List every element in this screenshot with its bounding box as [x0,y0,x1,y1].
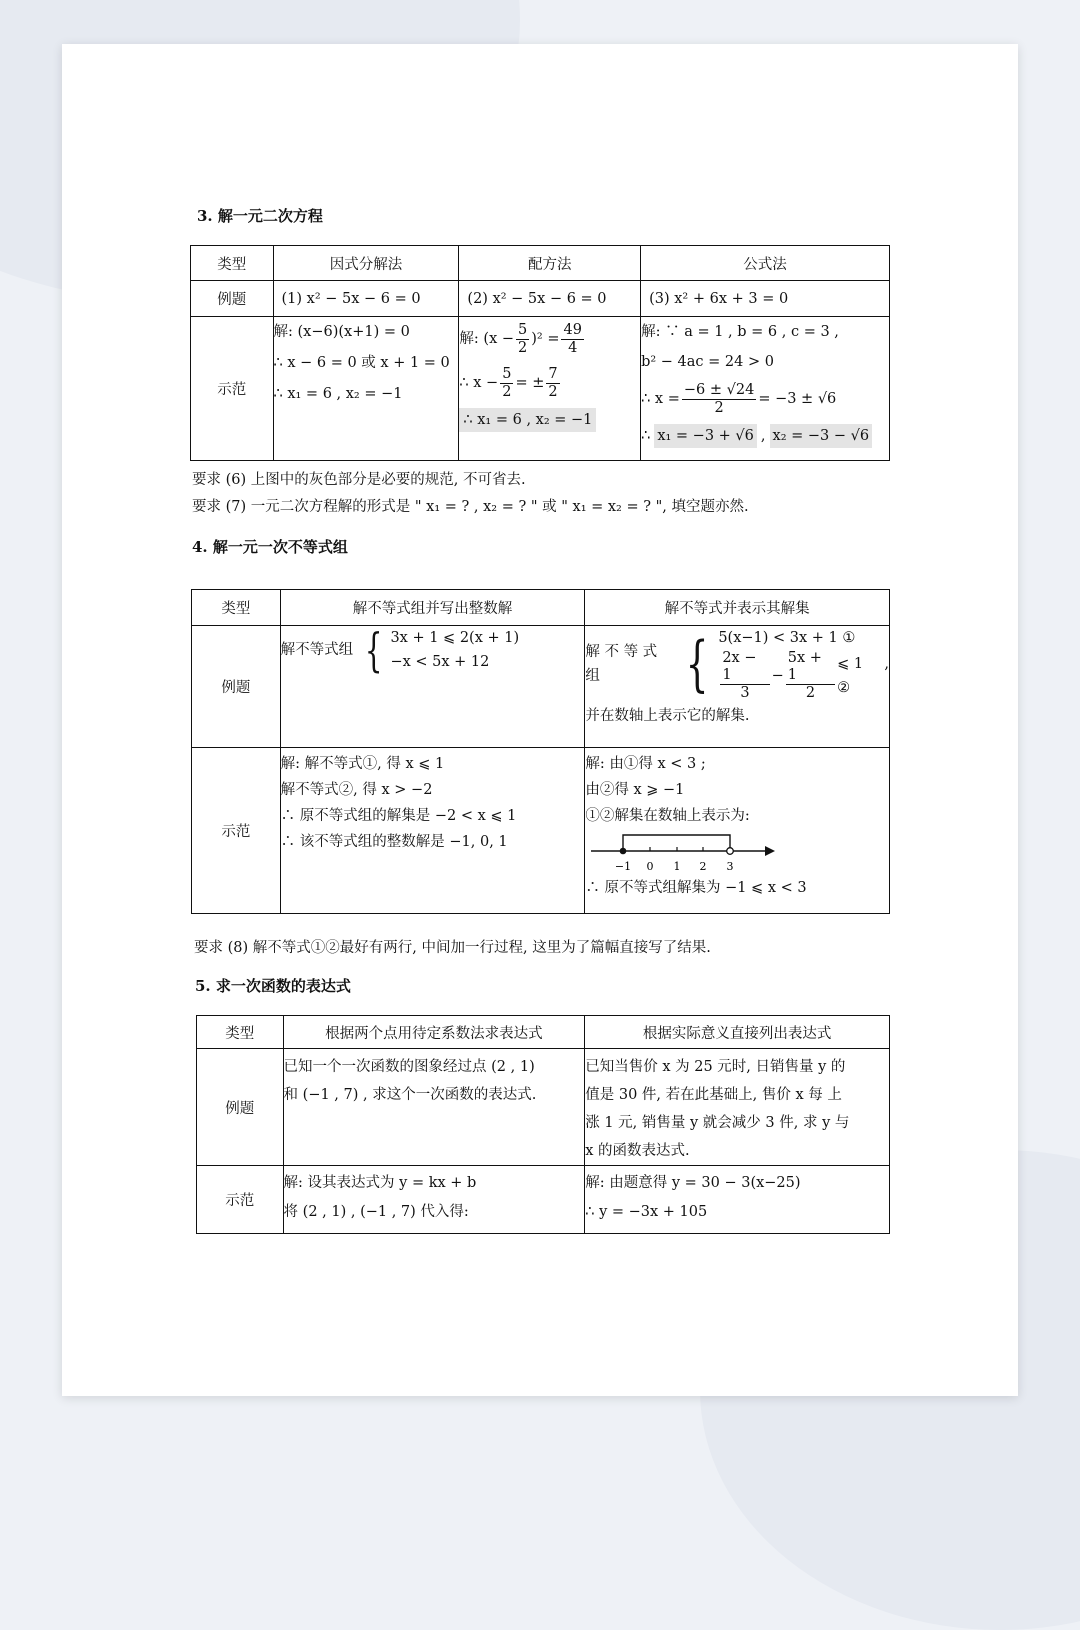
demo-line: ∴ y = −3x + 105 [585,1204,708,1220]
demo-line: 和 (−1 , 7) , 求这个一次函数的表达式. [283,1087,537,1103]
numerator: −6 ± √24 [683,381,755,398]
section-3-title: 3. 解一元二次方程 [197,207,323,225]
section-5-title: 5. 求一次函数的表达式 [195,977,351,995]
fraction [516,322,529,357]
fraction [682,382,756,417]
required-answer-form: ∴ x₁ = 6 , x₂ = −1 [459,408,596,432]
header-solution-set: 解不等式并表示其解集 [585,590,890,626]
header-completing-square: 配方法 [459,246,641,281]
demo-integer-solutions [280,748,585,914]
required-answer-form: x₁ = −3 + √6 [654,424,757,448]
demo-line: 已知当售价 x 为 25 元时, 日销售量 y 的 [585,1059,846,1075]
denominator: 4 [568,339,578,356]
numerator: 5x + 1 [786,650,835,685]
fraction [720,650,769,702]
brace-symbol: { [685,629,709,699]
open-endpoint [727,848,734,855]
demo-two-points [283,1166,585,1234]
demo-formula [641,317,890,461]
numerator: 49 [563,321,582,338]
demo-line: b² − 4ac = 24 > 0 [641,354,774,370]
header-practical-meaning: 根据实际意义直接列出表达式 [585,1016,890,1049]
text: ⩽ 1 ② [837,656,864,696]
demo-line: x 的函数表达式. [585,1143,690,1159]
denominator: 2 [714,399,724,416]
demo-line [459,361,640,405]
text: ∴ x − [459,375,499,391]
header-factoring: 因式分解法 [273,246,459,281]
example-solution-set [585,626,890,748]
tick-label: 1 [673,860,681,873]
text: , [760,428,766,444]
demo-line: 已知一个一次函数的图象经过点 (2 , 1) [283,1059,535,1075]
requirement-note: 要求 (7) 一元二次方程解的形式是 " x₁ = ? , x₂ = ? " 或 " x₁ = x₂ = ? ", 填空题亦然. [192,499,749,515]
text: − [771,668,784,684]
demo-completing-square [459,317,641,461]
row-label-example: 例题 [197,1049,284,1166]
header-undetermined-coefficients: 根据两个点用待定系数法求表达式 [283,1016,585,1049]
closed-endpoint [620,848,627,855]
numerator: 2x − 1 [720,650,769,685]
text: = ± [515,375,545,391]
demo-solution-set [585,748,890,914]
text: = −3 ± √6 [758,391,837,407]
demo-line: 解不等式②, 得 x > −2 [280,782,433,798]
fraction [561,322,583,357]
example-factoring: (1) x² − 5x − 6 = 0 [273,281,459,317]
demo-line: 并在数轴上表示它的解集. [585,708,750,724]
text: 解: (x − [459,331,515,347]
row-label-demo: 示范 [191,317,274,461]
inequality: 3x + 1 ⩽ 2(x + 1) [390,630,520,646]
example-practical [585,1049,890,1166]
inequality: 5(x−1) < 3x + 1 ① [718,630,856,646]
denominator: 2 [805,685,816,701]
text: , [884,656,889,672]
text: )² = [531,331,560,347]
numerator: 7 [548,365,558,382]
demo-line: 涨 1 元, 销售量 y 就会减少 3 件, 求 y 与 [585,1115,850,1131]
denominator: 2 [502,383,512,400]
denominator: 3 [740,685,750,701]
demo-line [459,317,640,361]
demo-line: 解: ∵ a = 1 , b = 6 , c = 3 , [641,324,839,340]
demo-line: ∴ 原不等式组的解集是 −2 < x ⩽ 1 [280,808,517,824]
demo-line: 将 (2 , 1) , (−1 , 7) 代入得: [283,1204,469,1220]
numerator: 5 [502,365,512,382]
demo-practical [585,1166,890,1234]
header-integer-solutions: 解不等式组并写出整数解 [280,590,585,626]
example-formula: (3) x² + 6x + 3 = 0 [641,281,890,317]
text: ∴ [641,428,651,444]
example-integer-solutions [280,623,585,748]
demo-line: 解: (x−6)(x+1) = 0 [273,324,410,340]
section-4-title: 4. 解一元一次不等式组 [192,538,348,556]
demo-line: 解: 由题意得 y = 30 − 3(x−25) [585,1175,801,1191]
row-label-demo: 示范 [192,748,281,914]
linear-function-table [196,1015,890,1234]
text: 解 不 等 式 组 [585,644,658,684]
text: 解不等式组 [280,642,354,658]
number-line [585,829,785,875]
header-type: 类型 [191,246,274,281]
tick-label: −1 [615,860,632,873]
header-formula: 公式法 [641,246,890,281]
fraction [500,366,513,401]
text: ∴ x = [641,391,680,407]
inequality-system [585,626,889,702]
demo-line [459,405,640,435]
tick-label: 3 [726,860,734,873]
inequality-system [280,623,520,677]
header-type: 类型 [197,1016,284,1049]
required-answer-form: x₂ = −3 − √6 [770,424,873,448]
row-label-example: 例题 [192,626,281,748]
tick-label: 2 [699,860,707,873]
inequality-system-table [191,589,890,914]
requirement-note: 要求 (6) 上图中的灰色部分是必要的规范, 不可省去. [192,472,526,488]
denominator: 2 [548,383,558,400]
requirement-note: 要求 (8) 解不等式①②最好有两行, 中间加一行过程, 这里为了篇幅直接写了结果. [194,940,711,956]
demo-line: 解: 设其表达式为 y = kx + b [283,1175,477,1191]
row-label-demo: 示范 [197,1166,284,1234]
header-type: 类型 [192,590,281,626]
demo-line: 由②得 x ⩾ −1 [585,782,685,798]
demo-line: ∴ x₁ = 6 , x₂ = −1 [273,386,403,402]
system-lines [718,626,878,702]
demo-line: ∴ 原不等式组解集为 −1 ⩽ x < 3 [585,880,807,896]
demo-line: 解: 解不等式①, 得 x ⩽ 1 [280,756,445,772]
numerator: 5 [518,321,528,338]
example-completing-square: (2) x² − 5x − 6 = 0 [459,281,641,317]
quadratic-methods-table [190,245,890,461]
demo-line: 值是 30 件, 若在此基础上, 售价 x 每 上 [585,1087,842,1103]
fraction [786,650,835,702]
fraction [546,366,559,401]
demo-line: 解: 由①得 x < 3 ; [585,756,706,772]
tick-label: 0 [646,860,654,873]
demo-factoring [273,317,459,461]
example-two-points [283,1049,585,1166]
demo-line: ∴ 该不等式组的整数解是 −1, 0, 1 [280,834,508,850]
inequality [718,650,878,702]
demo-line: ∴ x − 6 = 0 或 x + 1 = 0 [273,355,450,371]
brace-symbol: { [365,623,383,677]
denominator: 2 [518,339,528,356]
row-label-example: 例题 [191,281,274,317]
inequality: −x < 5x + 12 [390,654,490,670]
arrow-icon [765,846,775,856]
demo-line: ①②解集在数轴上表示为: [585,808,750,824]
demo-line [641,377,889,421]
system-lines [390,626,519,674]
demo-line [641,421,889,451]
